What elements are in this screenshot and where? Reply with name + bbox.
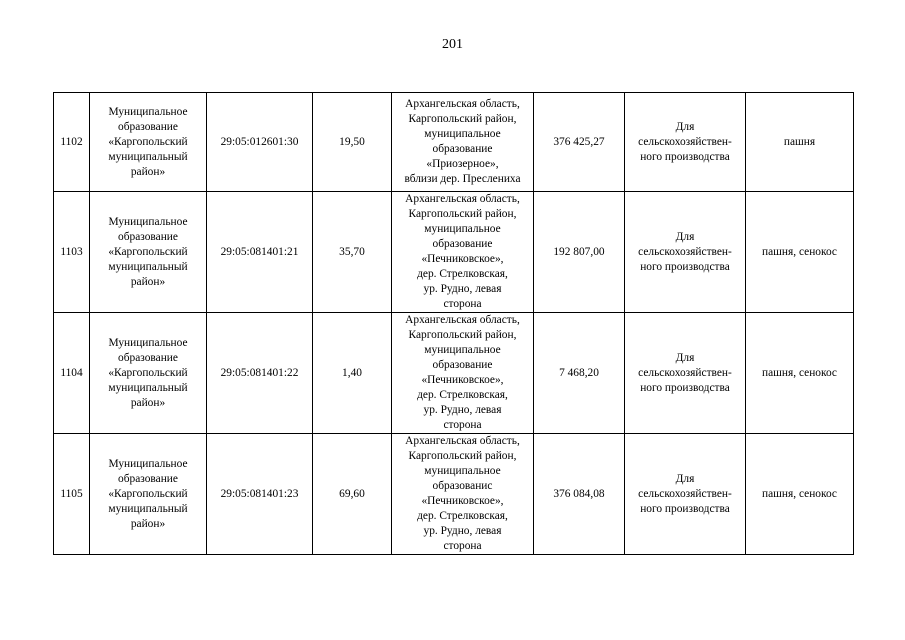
land-use-cell: пашня — [746, 93, 854, 192]
owner-line: «Каргопольский — [108, 245, 188, 258]
purpose-line: Для — [675, 472, 695, 485]
location-line: сторона — [443, 540, 482, 552]
row-number-cell: 1104 — [54, 313, 90, 434]
location-line: Каргопольский район, — [408, 329, 517, 341]
owner-line: «Каргопольский — [108, 135, 188, 148]
location-line: дер. Стрелковская, — [417, 510, 508, 522]
owner-cell — [90, 313, 207, 434]
location-line: вблизи дер. Преслениха — [404, 173, 521, 185]
location-line: «Печниковское», — [421, 495, 504, 507]
location-line: образованис — [432, 480, 493, 492]
area-cell: 19,50 — [313, 93, 392, 192]
owner-line: Муниципальное — [108, 105, 188, 118]
purpose-line: ного производства — [640, 260, 730, 273]
location-line: Каргопольский район, — [408, 208, 517, 220]
location-line: ур. Рудно, левая — [423, 283, 502, 295]
location-line: ур. Рудно, левая — [423, 525, 502, 537]
owner-cell — [90, 93, 207, 192]
owner-line: муниципальный — [108, 260, 188, 273]
location-line: Архангельская область, — [405, 98, 520, 110]
cadastral-number-cell: 29:05:081401:22 — [207, 313, 313, 434]
location-cell — [392, 313, 534, 434]
location-cell — [392, 434, 534, 555]
location-line: образование — [432, 359, 493, 371]
owner-line: район» — [130, 275, 166, 288]
location-line: Архангельская область, — [405, 314, 520, 326]
purpose-line: ного производства — [640, 381, 730, 394]
owner-line: образование — [118, 351, 178, 364]
purpose-line: сельскохозяйствен- — [638, 245, 732, 258]
location-line: ур. Рудно, левая — [423, 404, 502, 416]
location-cell — [392, 192, 534, 313]
table-row — [54, 434, 854, 555]
owner-line: район» — [130, 165, 166, 178]
purpose-line: ного производства — [640, 150, 730, 163]
location-line: Каргопольский район, — [408, 450, 517, 462]
location-line: «Приозерное», — [426, 158, 499, 170]
location-line: муниципальное — [424, 128, 501, 140]
row-number-cell: 1105 — [54, 434, 90, 555]
cadastral-value-cell: 192 807,00 — [534, 192, 625, 313]
location-line: образование — [432, 238, 493, 250]
purpose-line: Для — [675, 230, 695, 243]
owner-line: образование — [118, 120, 178, 133]
purpose-line: Для — [675, 120, 695, 133]
purpose-cell — [625, 192, 746, 313]
owner-line: Муниципальное — [108, 215, 188, 228]
owner-line: Муниципальное — [108, 336, 188, 349]
owner-line: район» — [130, 396, 166, 409]
cadastral-value-cell: 7 468,20 — [534, 313, 625, 434]
area-cell: 35,70 — [313, 192, 392, 313]
table-row — [54, 313, 854, 434]
location-line: «Печниковское», — [421, 374, 504, 386]
location-line: «Печниковское», — [421, 253, 504, 265]
owner-cell — [90, 192, 207, 313]
row-number-cell: 1103 — [54, 192, 90, 313]
location-line: муниципальное — [424, 465, 501, 477]
location-cell — [392, 93, 534, 192]
purpose-line: сельскохозяйствен- — [638, 135, 732, 148]
page-number: 201 — [442, 37, 463, 52]
land-use-cell: пашня, сенокос — [746, 434, 854, 555]
purpose-cell — [625, 93, 746, 192]
cadastral-number-cell: 29:05:012601:30 — [207, 93, 313, 192]
row-number-cell: 1102 — [54, 93, 90, 192]
table-row — [54, 93, 854, 192]
location-line: дер. Стрелковская, — [417, 389, 508, 401]
location-line: образование — [432, 143, 493, 155]
location-line: сторона — [443, 298, 482, 310]
area-cell: 69,60 — [313, 434, 392, 555]
land-registry-table — [53, 92, 854, 555]
owner-line: образование — [118, 230, 178, 243]
cadastral-number-cell: 29:05:081401:21 — [207, 192, 313, 313]
owner-line: муниципальный — [108, 381, 188, 394]
location-line: Каргопольский район, — [408, 113, 517, 125]
table-row — [54, 192, 854, 313]
owner-line: Муниципальное — [108, 457, 188, 470]
owner-line: муниципальный — [108, 502, 188, 515]
location-line: сторона — [443, 419, 482, 431]
location-line: муниципальное — [424, 344, 501, 356]
purpose-line: сельскохозяйствен- — [638, 366, 732, 379]
location-line: Архангельская область, — [405, 193, 520, 205]
location-line: муниципальное — [424, 223, 501, 235]
area-cell: 1,40 — [313, 313, 392, 434]
owner-line: образование — [118, 472, 178, 485]
cadastral-value-cell: 376 425,27 — [534, 93, 625, 192]
purpose-cell — [625, 434, 746, 555]
location-line: Архангельская область, — [405, 435, 520, 447]
owner-line: район» — [130, 517, 166, 530]
purpose-line: ного производства — [640, 502, 730, 515]
cadastral-number-cell: 29:05:081401:23 — [207, 434, 313, 555]
land-use-cell: пашня, сенокос — [746, 192, 854, 313]
cadastral-value-cell: 376 084,08 — [534, 434, 625, 555]
owner-line: муниципальный — [108, 150, 188, 163]
purpose-line: сельскохозяйствен- — [638, 487, 732, 500]
location-line: дер. Стрелковская, — [417, 268, 508, 280]
owner-cell — [90, 434, 207, 555]
owner-line: «Каргопольский — [108, 487, 188, 500]
purpose-cell — [625, 313, 746, 434]
purpose-line: Для — [675, 351, 695, 364]
land-use-cell: пашня, сенокос — [746, 313, 854, 434]
owner-line: «Каргопольский — [108, 366, 188, 379]
